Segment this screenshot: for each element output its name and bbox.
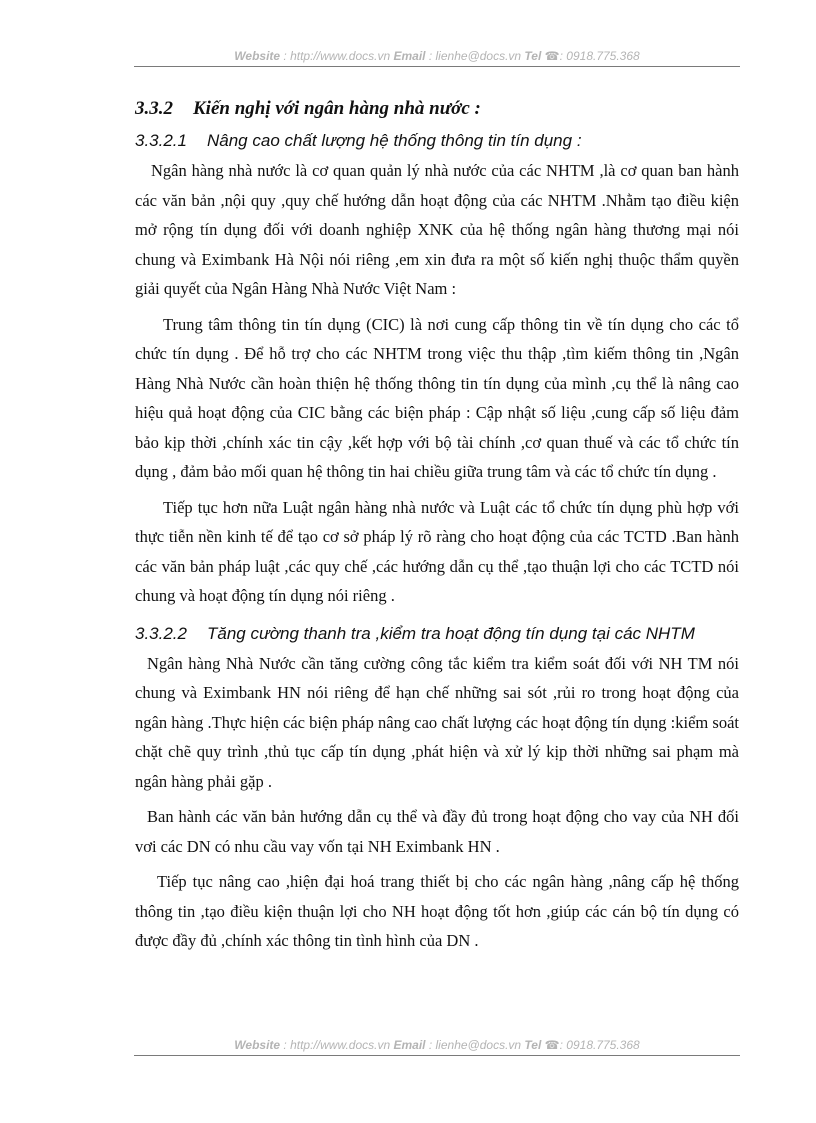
page-header	[134, 48, 740, 68]
phone-icon: ☎	[544, 49, 560, 63]
section-heading-3-3-2	[135, 92, 739, 126]
phone-icon: ☎	[544, 1038, 560, 1052]
paragraph: Ban hành các văn bản hướng dẫn cụ thể và đầy đủ trong hoạt động cho vay của NH đối vơi các DN có nhu cầu vay vốn tại NH Eximbank HN .	[135, 807, 739, 856]
header-tel-value: : 0918.775.368	[559, 49, 640, 63]
paragraph: Tiếp tục nâng cao ,hiện đại hoá trang thiết bị cho các ngân hàng ,nâng cấp hệ thống thông tin ,tạo điều kiện thuận lợi cho NH hoạt động tốt hơn ,giúp các cán bộ tín dụng có được đầy đủ ,chính xác thông tin tình hình của DN .	[135, 872, 739, 950]
section-title: Kiến nghị với ngân hàng nhà nước :	[193, 98, 481, 119]
footer-tel-label: Tel	[524, 1038, 542, 1052]
footer-rule	[134, 1055, 740, 1056]
section-title: Tăng cường thanh tra ,kiểm tra hoạt động tín dụng tại các NHTM	[207, 623, 695, 643]
footer-tel-value: : 0918.775.368	[559, 1038, 640, 1052]
page-footer	[134, 1037, 740, 1057]
section-number: 3.3.2	[135, 98, 173, 119]
header-email-value: : lienhe@docs.vn	[428, 49, 522, 63]
paragraph: Trung tâm thông tin tín dụng (CIC) là nơi cung cấp thông tin về tín dụng cho các tổ chức tín dụng . Để hỗ trợ cho các NHTM trong việc thu thập ,tìm kiếm thông tin ,Ngân Hàng Nhà Nước cần hoàn thiện hệ thống thông tin tín dụng của mình ,cụ thể là nâng cao hiệu quả hoạt động của CIC bằng các biện pháp : Cập nhật số liệu ,cung cấp số liệu đảm bảo kịp thời ,chính xác tin cậy ,kết hợp với bộ tài chính ,cơ quan thuế và các tổ chức tín dụng , đảm bảo mối quan hệ thông tin hai chiều giữa trung tâm và các tổ chức tín dụng .	[135, 314, 739, 481]
header-website-url: : http://www.docs.vn	[283, 49, 391, 63]
footer-website-url: : http://www.docs.vn	[283, 1038, 391, 1052]
footer-website-label: Website	[234, 1038, 281, 1052]
section-number: 3.3.2.1	[135, 131, 187, 150]
section-title: Nâng cao chất lượng hệ thống thông tin tín dụng :	[207, 131, 582, 150]
document-body	[135, 92, 739, 956]
section-number: 3.3.2.2	[135, 623, 187, 643]
section-heading-3-3-2-1	[135, 126, 739, 156]
paragraph: Ngân hàng Nhà Nước cần tăng cường công tắc kiểm tra kiểm soát đối với NH TM nói chung và Eximbank HN nói riêng để hạn chế những sai sót ,rủi ro trong hoạt động của ngân hàng .Thực hiện các biện pháp nâng cao chất lượng các hoạt động tín dụng :kiểm soát chặt chẽ quy trình ,thủ tục cấp tín dụng ,phát hiện và xử lý kịp thời những sai phạm mà ngân hàng phải gặp .	[135, 653, 739, 791]
paragraph: Ngân hàng nhà nước là cơ quan quản lý nhà nước của các NHTM ,là cơ quan ban hành các văn bản ,nội quy ,quy chế hướng dẫn hoạt động của các NHTM .Nhằm tạo điều kiện mở rộng tín dụng đối với doanh nghiệp XNK của hệ thống ngân hàng thương mại nói chung và Eximbank Hà Nội nói riêng ,em xin đưa ra một số kiến nghị thuộc thẩm quyền giải quyết của Ngân Hàng Nhà Nước Việt Nam :	[135, 161, 739, 298]
footer-email-value: : lienhe@docs.vn	[428, 1038, 522, 1052]
header-website-label: Website	[234, 49, 281, 63]
header-email-label: Email	[393, 49, 426, 63]
footer-email-label: Email	[393, 1038, 426, 1052]
section-heading-3-3-2-2	[135, 619, 739, 649]
header-tel-label: Tel	[524, 49, 542, 63]
header-rule	[134, 66, 740, 67]
paragraph: Tiếp tục hơn nữa Luật ngân hàng nhà nước và Luật các tổ chức tín dụng phù hợp với thực tiễn nền kinh tế để tạo cơ sở pháp lý rõ ràng cho hoạt động của các TCTD .Ban hành các văn bản pháp luật ,các quy chế ,các hướng dẫn cụ thể ,tạo thuận lợi cho các TCTD nói chung và hoạt động tín dụng nói riêng .	[135, 497, 739, 605]
